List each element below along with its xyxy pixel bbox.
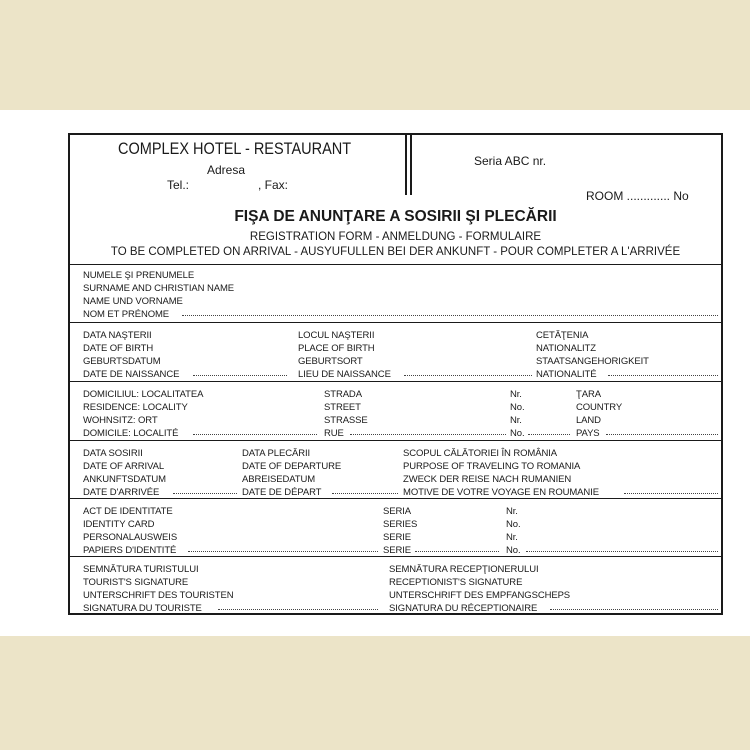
series-input-line[interactable] (415, 551, 499, 552)
label: WOHNSITZ: ORT (83, 415, 158, 426)
label: LAND (576, 415, 601, 426)
label: NATIONALITZ (536, 343, 596, 354)
label: RECEPTIONIST'S SIGNATURE (389, 577, 523, 588)
address-label: Adresa (207, 163, 246, 177)
label: SCOPUL CĂLĂTORIEI ÎN ROMÂNIA (403, 448, 557, 459)
id-number-input-line[interactable] (526, 551, 718, 552)
name-labels (83, 269, 234, 321)
form-subtitle: REGISTRATION FORM - ANMELDUNG - FORMULAIRE (249, 231, 542, 243)
label: IDENTITY CARD (83, 519, 155, 530)
label: Nr. (506, 506, 518, 517)
street-number-labels (510, 388, 524, 440)
label: No. (506, 545, 521, 556)
tourist-signature-input-line[interactable] (218, 609, 378, 610)
label: MOTIVE DE VOTRE VOYAGE EN ROUMANIE (403, 487, 599, 498)
label: RUE (324, 428, 344, 439)
document-labels (83, 505, 177, 557)
label: STRASSE (324, 415, 368, 426)
label: No. (510, 402, 525, 413)
label: NAME UND VORNAME (83, 296, 183, 307)
label: PAYS (576, 428, 600, 439)
label: DATE DE DÉPART (242, 487, 322, 498)
label: DATA PLECĂRII (242, 448, 311, 459)
form-instruction: TO BE COMPLETED ON ARRIVAL - AUSYUFULLEN BEI DER ANKUNFT - POUR COMPLETER A L'ARRIVÉE (110, 246, 681, 258)
birth-date-input-line[interactable] (193, 375, 287, 376)
label: ŢARA (576, 389, 601, 400)
label: ZWECK DER REISE NACH RUMANIEN (403, 474, 572, 485)
label: SERIE (383, 532, 412, 543)
label: DOMICILE: LOCALITÉ (83, 428, 179, 439)
hotel-name: COMPLEX HOTEL - RESTAURANT (118, 140, 352, 158)
purpose-input-line[interactable] (624, 493, 718, 494)
label: GEBURTSORT (298, 356, 363, 367)
locality-labels (83, 388, 203, 440)
birth-date-labels (83, 329, 179, 381)
label: DATE D'ARRIVÉE (83, 487, 160, 498)
departure-labels (242, 447, 341, 499)
travel-section (70, 440, 721, 498)
label: LOCUL NAŞTERII (298, 330, 375, 341)
label: DATA SOSIRII (83, 448, 143, 459)
document-input-line[interactable] (188, 551, 378, 552)
label: DOMICILIUL: LOCALITATEA (83, 389, 204, 400)
id-number-labels (506, 505, 520, 557)
arrival-labels (83, 447, 166, 499)
room-label: ROOM ............. No (586, 189, 689, 203)
label: PAPIERS D'IDENTITÉ (83, 545, 177, 556)
label: PURPOSE OF TRAVELING TO ROMANIA (403, 461, 581, 472)
name-section (70, 264, 721, 321)
country-labels (576, 388, 622, 440)
label: Nr. (510, 415, 522, 426)
label: NUMELE ŞI PRENUMELE (83, 270, 195, 281)
purpose-labels (403, 447, 599, 499)
locality-input-line[interactable] (193, 434, 317, 435)
header-divider-line (410, 135, 412, 195)
label: SEMNĂTURA TURISTULUI (83, 564, 199, 575)
label: UNTERSCHRIFT DES TOURISTEN (83, 590, 234, 601)
street-number-input-line[interactable] (528, 434, 570, 435)
label: Nr. (506, 532, 518, 543)
label: COUNTRY (576, 402, 623, 413)
label: CETĂŢENIA (536, 330, 589, 341)
label: ACT DE IDENTITATE (83, 506, 173, 517)
label: SERIA (383, 506, 412, 517)
series-labels (383, 505, 417, 557)
label: Nr. (510, 389, 522, 400)
series-label: Seria ABC nr. (474, 154, 547, 168)
header-divider-line (405, 135, 407, 195)
birth-place-input-line[interactable] (404, 375, 532, 376)
label: SIGNATURA DU TOURISTE (83, 603, 202, 614)
birth-place-labels (298, 329, 391, 381)
departure-input-line[interactable] (332, 493, 398, 494)
fax-label: , Fax: (258, 178, 289, 192)
street-input-line[interactable] (350, 434, 506, 435)
label: DATA NAŞTERII (83, 330, 152, 341)
label: NOM ET PRÉNOME (83, 309, 170, 320)
label: NATIONALITÉ (536, 369, 597, 380)
label: No. (506, 519, 521, 530)
tourist-signature-labels (83, 563, 233, 615)
label: UNTERSCHRIFT DES EMPFANGSCHEPS (389, 590, 571, 601)
label: TOURIST'S SIGNATURE (83, 577, 189, 588)
name-input-line[interactable] (182, 315, 718, 316)
label: SERIE (383, 545, 412, 556)
label: SERIES (383, 519, 418, 530)
label: ANKUNFTSDATUM (83, 474, 166, 485)
label: STAATSANGEHORIGKEIT (536, 356, 649, 367)
tel-label: Tel.: (167, 178, 190, 192)
nationality-labels (536, 329, 649, 381)
street-labels (324, 388, 368, 440)
receptionist-signature-labels (389, 563, 570, 615)
label: RESIDENCE: LOCALITY (83, 402, 188, 413)
birth-section (70, 322, 721, 381)
label: STREET (324, 402, 361, 413)
arrival-input-line[interactable] (173, 493, 237, 494)
identity-section (70, 498, 721, 556)
label: DATE OF ARRIVAL (83, 461, 165, 472)
label: DATE OF DEPARTURE (242, 461, 342, 472)
label: No. (510, 428, 525, 439)
country-input-line[interactable] (606, 434, 718, 435)
label: PERSONALAUSWEIS (83, 532, 178, 543)
label: DATE OF BIRTH (83, 343, 154, 354)
form-title: FIŞA DE ANUNŢARE A SOSIRII ŞI PLECĂRII (234, 208, 557, 225)
label: SIGNATURA DU RÉCEPTIONAIRE (389, 603, 538, 614)
registration-form (68, 133, 723, 615)
label: STRADA (324, 389, 362, 400)
nationality-input-line[interactable] (608, 375, 718, 376)
label: LIEU DE NAISSANCE (298, 369, 391, 380)
label: GEBURTSDATUM (83, 356, 161, 367)
residence-section (70, 381, 721, 440)
label: SEMNĂTURA RECEPŢIONERULUI (389, 564, 539, 575)
label: PLACE OF BIRTH (298, 343, 375, 354)
signature-section (70, 556, 721, 614)
label: ABREISEDATUM (242, 474, 316, 485)
label: SURNAME AND CHRISTIAN NAME (83, 283, 235, 294)
receptionist-signature-input-line[interactable] (550, 609, 718, 610)
label: DATE DE NAISSANCE (83, 369, 180, 380)
